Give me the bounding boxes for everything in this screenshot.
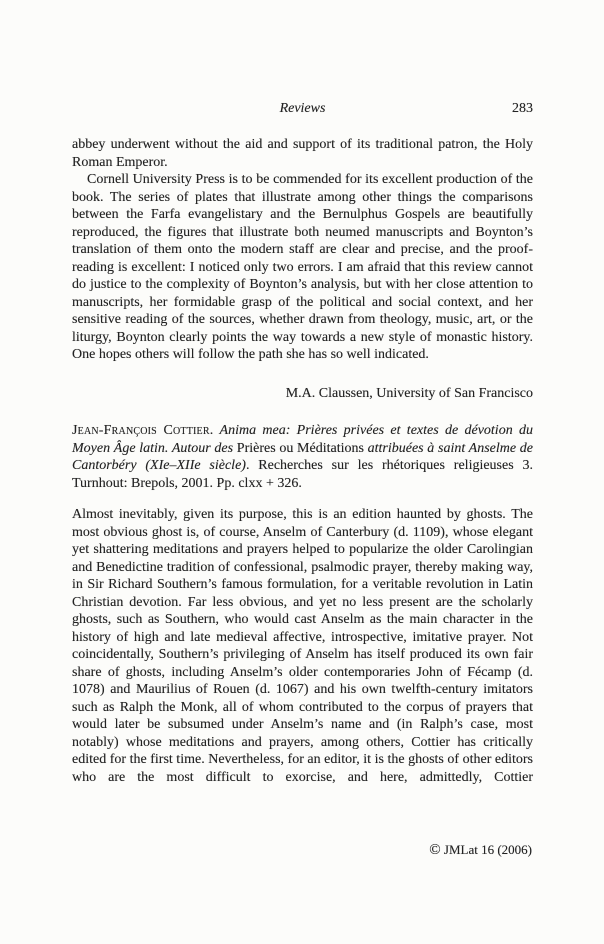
citation-title-italic-1: Anima mea: Prières privées et textes de dévotion du Moyen Âge latin. Autour des: [72, 423, 534, 456]
copyright-text: JMLat 16 (2006): [440, 842, 532, 857]
copyright-icon: ©: [429, 842, 441, 858]
running-title: Reviews: [279, 101, 326, 116]
citation-author-separator: .: [209, 423, 220, 438]
review-paragraph-main: Cornell University Press is to be commended for its excellent production of the book. The series of plates that illustrate among other things the comparisons between the Farfa evangelistary and the Bernulphus Gospels are beautifully reproduced, the figures that illustrate both neumed manuscripts and Boynton’s translation of them onto the modern staff are clear and precise, and the proof-reading is excellent: I noticed only two errors. I am afraid that this review cannot do justice to the complexity of Boynton’s analysis, but with her close attention to manuscripts, her formidable grasp of the political and social context, and her sensitive reading of the sources, whether drawn from theology, music, art, or the liturgy, Boynton clearly points the way towards a new style of monastic history. One hopes others will follow the path she has so well indicated.: [72, 172, 533, 362]
page-header: [72, 100, 533, 117]
review-body-paragraph: Almost inevitably, given its purpose, this is an edition haunted by ghosts. The most obvious ghost is, of course, Anselm of Canterbury (d. 1109), whose elegant yet shattering meditations and prayers helped to popularize the older Carolingian and Benedictine tradition of confessional, psalmodic prayer, thereby making way, in Sir Richard Southern’s famous formulation, for a veritable revolution in Latin Christian devotion. Far less obvious, and yet no less present are the scholarly ghosts, such as Southern, who would cast Anselm as the main character in the history of high and late medieval affective, introspective, imitative prayer. Not coincidentally, Southern’s privileging of Anselm has itself produced its own fair share of ghosts, including Anselm’s older contemporaries John of Fécamp (d. 1078) and Maurilius of Rouen (d. 1067) and his own twelfth-century imitators such as Ralph the Monk, all of whom contributed to the corpus of prayers that would later be subsumed under Anselm’s name and (in Ralph’s case, most notably) whose meditations and prayers, among others, Cottier has critically edited for the first time. Nevertheless, for an editor, it is the ghosts of other editors who are the most difficult to exorcise, and here, admittedly, Cottier: [72, 507, 533, 785]
citation-publication: . Recherches sur les rhétoriques religieuses 3. Turnhout: Brepols, 2001. Pp. clxx + 326.: [72, 458, 534, 491]
review-paragraph-continuation: abbey underwent without the aid and support of its traditional patron, the Holy Roman Emperor.: [72, 137, 533, 170]
book-citation: [72, 422, 533, 492]
reviewer-attribution: M.A. Claussen, University of San Francisco: [285, 385, 533, 401]
citation-title-roman: Prières ou Méditations: [236, 440, 368, 456]
page-footer: [429, 841, 532, 860]
page-number: 283: [512, 101, 533, 116]
citation-title-italic-2: attribuées à saint Anselme de Cantorbéry (XIe–XIIe siècle): [72, 440, 533, 473]
citation-author: Jean-François Cottier: [72, 423, 210, 438]
text-column: [72, 100, 533, 786]
